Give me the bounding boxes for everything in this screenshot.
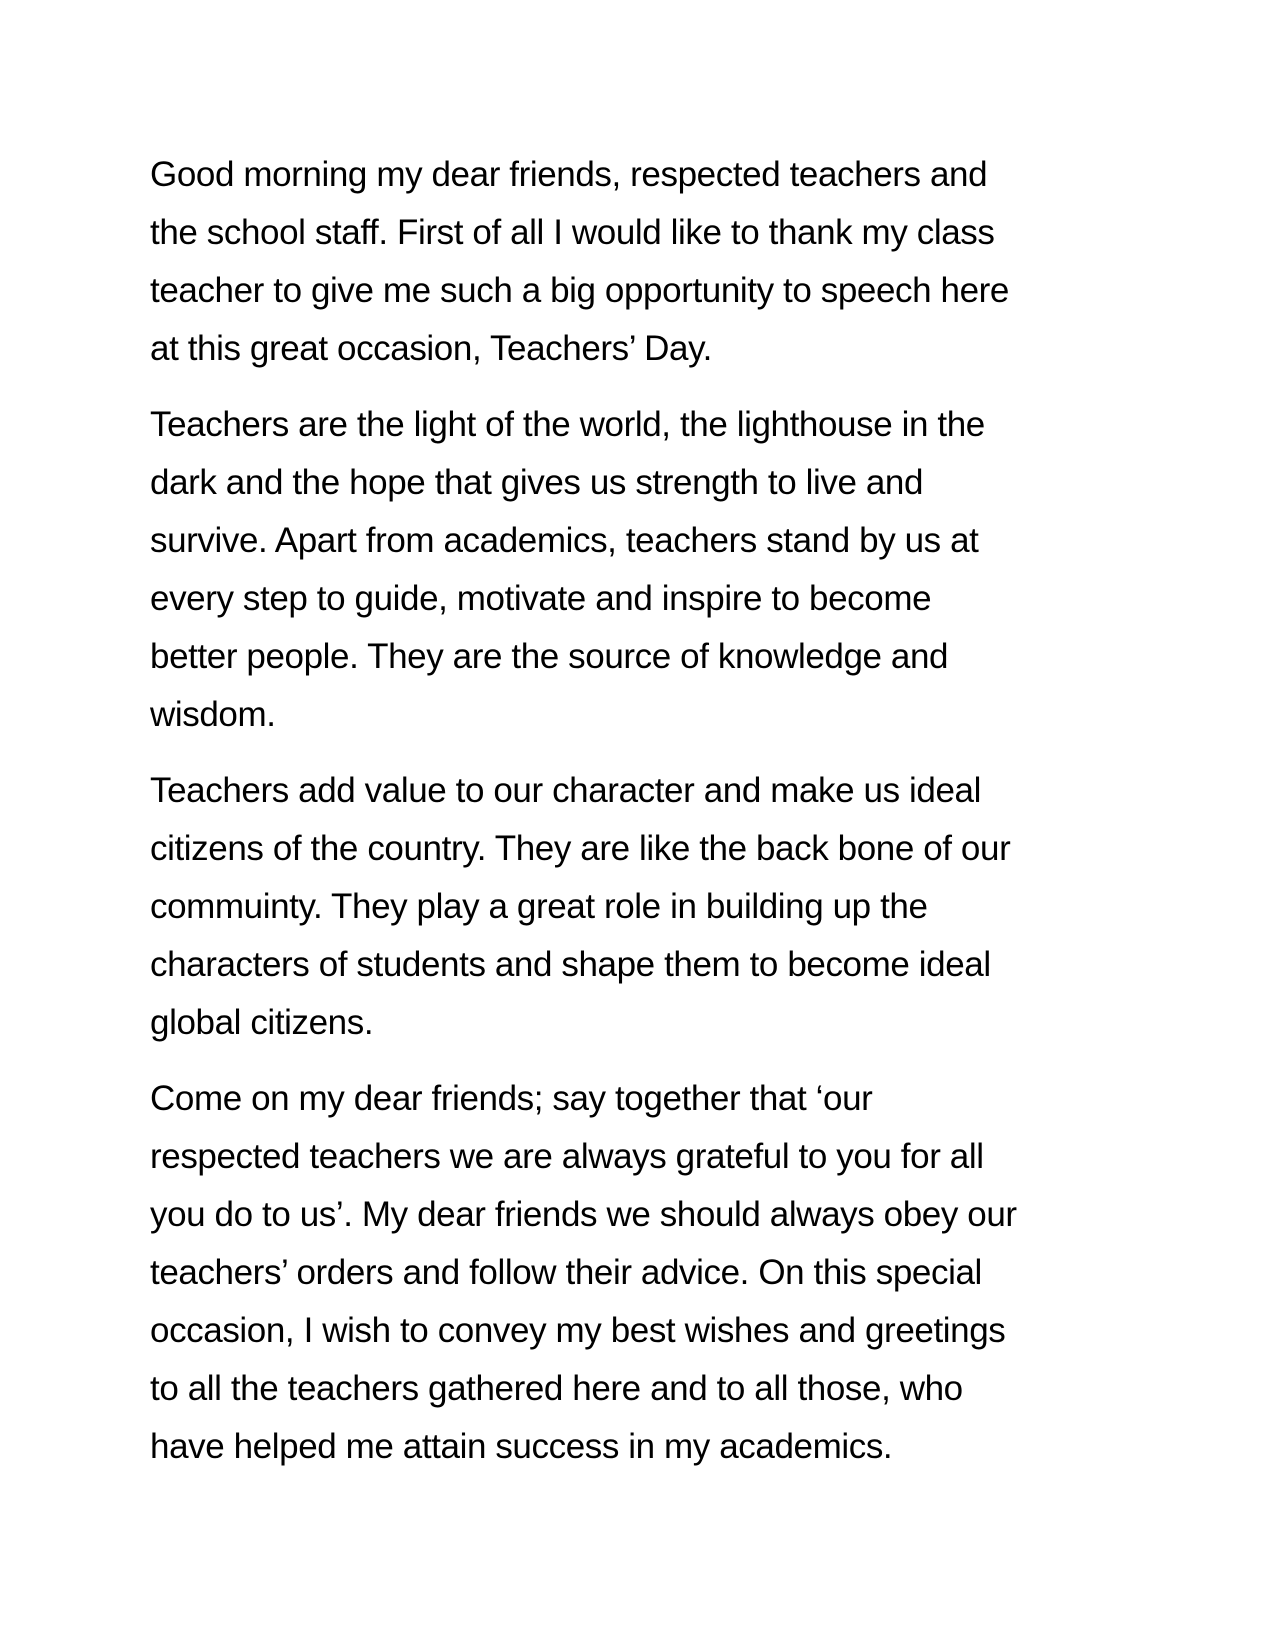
text-line: better people. They are the source of knowledge and xyxy=(150,637,949,676)
speech-body xyxy=(150,146,1130,1494)
paragraph-character xyxy=(150,762,1130,1052)
text-line: teachers’ orders and follow their advice. On this special xyxy=(150,1253,982,1292)
text-line: Good morning my dear friends, respected teachers and xyxy=(150,155,988,194)
text-line: citizens of the country. They are like the back bone of our xyxy=(150,829,1011,868)
text-line: you do to us’. My dear friends we should always obey our xyxy=(150,1195,1017,1234)
text-line: teacher to give me such a big opportunity to speech here xyxy=(150,271,1009,310)
text-line: Come on my dear friends; say together that ‘our xyxy=(150,1079,873,1118)
text-line: respected teachers we are always grateful to you for all xyxy=(150,1137,984,1176)
text-line: occasion, I wish to convey my best wishes and greetings xyxy=(150,1311,1006,1350)
text-line: commuinty. They play a great role in building up the xyxy=(150,887,928,926)
text-line: at this great occasion, Teachers’ Day. xyxy=(150,329,712,368)
paragraph-closing xyxy=(150,1070,1130,1476)
paragraph-greeting xyxy=(150,146,1130,378)
text-line: characters of students and shape them to become ideal xyxy=(150,945,991,984)
paragraph-light-of-world xyxy=(150,396,1130,744)
text-line: every step to guide, motivate and inspire to become xyxy=(150,579,932,618)
text-line: the school staff. First of all I would like to thank my class xyxy=(150,213,995,252)
text-line: have helped me attain success in my academics. xyxy=(150,1427,893,1466)
text-line: Teachers are the light of the world, the lighthouse in the xyxy=(150,405,985,444)
text-line: Teachers add value to our character and make us ideal xyxy=(150,771,981,810)
text-line: global citizens. xyxy=(150,1003,374,1042)
text-line: wisdom. xyxy=(150,695,276,734)
text-line: dark and the hope that gives us strength to live and xyxy=(150,463,924,502)
text-line: to all the teachers gathered here and to all those, who xyxy=(150,1369,963,1408)
text-line: survive. Apart from academics, teachers stand by us at xyxy=(150,521,979,560)
